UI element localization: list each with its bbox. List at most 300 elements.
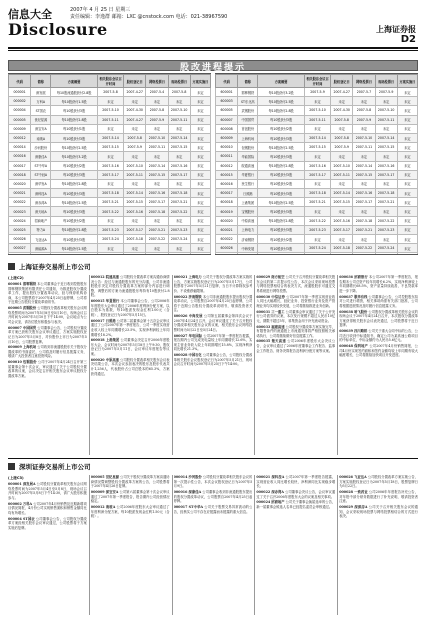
table-row [216,253,418,255]
masthead-meta [70,7,227,21]
table-cell: 未定 [124,244,146,253]
table-cell: 000018 [9,170,31,179]
table-cell: 未定 [190,161,210,170]
masthead-rule-thick [8,47,418,49]
table-cell: 2007-5-17 [146,198,168,207]
table-cell: 每10股获付3股 [258,244,304,253]
table-cell: 华夏银行 [238,170,258,179]
table-cell: 未定 [331,152,353,161]
table-cell: 每10股获付1股 [51,124,97,133]
table-row [216,235,418,244]
table-cell: 未定 [146,97,168,106]
continuation-note: (上接C2) [8,276,24,280]
table-cell: 600012 [216,161,238,170]
table-cell: 每10股获付2.8股 [51,225,97,234]
table-cell [375,253,397,255]
notice-body: 本公司董事会公告，公司2006年年度股东大会审议通过了2006年度利润分配方案，以总股本为基数，每10股派发现金红利1.00元（含税），股权登记日为2007年5月15日。 [90,299,170,317]
table-cell: 000020 [9,179,31,188]
table-cell: 2007-5-22 [375,216,397,225]
table-cell: 2007-5-9 [146,115,168,124]
table-cell: 未定 [353,124,375,133]
table-row [9,88,211,97]
table-cell: 2007-5-10 [375,106,397,115]
table-cell: 沙河股份 [31,143,51,152]
table-cell: 2007-5-14 [353,161,375,170]
table-cell: 000024 [9,216,31,225]
table-cell: 2007-4-27 [124,88,146,97]
notice-body: 公司第五届董事会第四次会议于2007年4月24日召开，会议审议通过了关于召开股权分置改革相关股东会议的议案，相关股东会议网络投票时间为5月22日至5月24日。 [173,314,253,332]
table-cell: 深发展 [31,88,51,97]
table-cell: 未定 [375,152,397,161]
notice-paragraph [174,505,253,514]
table-cell: 600015 [216,170,238,179]
notice-company: 000022 深赤湾A [256,489,284,494]
table-cell: 每10股获付2股 [258,235,304,244]
table-cell: 未定 [168,97,190,106]
table-cell: 2007-5-15 [375,143,397,152]
table-row [9,97,211,106]
table-cell: 每10股获付3.2股 [258,88,304,97]
notice-company: 000016 深康佳A [173,489,202,494]
table-header-cell: 方案概要 [258,75,304,88]
newspaper-brand: 上海证券报 [376,24,416,34]
table-cell [31,253,51,255]
table-cell: 2007-5-18 [168,189,190,198]
notice-body: 公司股权分置改革方案实施公告，方案实施股权登记日为2007年5月18日，股票复牌日为5月22日。 [339,475,418,489]
notice-paragraph [256,490,335,499]
notice-paragraph [256,275,335,293]
notice-company: 000012 南玻A [90,504,116,509]
table-row [216,152,418,161]
table-cell: 2007-5-8 [331,115,353,124]
notice-body: 公司2007年第一季度实现营业收入同比大幅增长，经纪业务、投资银行业务及资产管理业务均实现较快发展，公司将继续推进业务创新。 [256,294,336,308]
table-cell: 未定 [331,179,353,188]
text-column [91,275,170,455]
table-cell: 每10股获付2.8股 [258,216,304,225]
notice-company: 600022 济南钢铁 [173,294,202,299]
table-cell: 600003 [216,97,238,106]
notice-paragraph [339,329,418,343]
table-cell: 未定 [168,216,190,225]
notice-company: 000004 ST国农 [8,516,35,521]
reform-table-left [8,73,211,255]
column-divider [172,475,173,615]
table-cell: 未定 [190,225,210,234]
table-row [216,143,418,152]
table-cell: 未定 [353,152,375,161]
notice-paragraph [174,334,253,352]
notice-paragraph [8,306,87,324]
table-cell: 深科技A [31,189,51,198]
table-cell: 中海发展 [238,244,258,253]
table-cell: 2007-5-22 [168,207,190,216]
table-cell: 2007-5-9 [353,115,375,124]
notice-paragraph [256,475,335,489]
masthead-title-en: Disclosure [8,20,108,39]
table-row [216,198,418,207]
table-header-cell: 简称 [31,75,51,88]
notice-paragraph [339,490,418,504]
table-cell: 000012 [9,133,31,142]
table-cell: 2007-5-9 [124,143,146,152]
table-cell: 2007-5-17 [97,170,123,179]
table-cell: 未定 [190,115,210,124]
notice-company: 600039 四川路桥 [339,329,368,334]
table-cell: 每10股获付2.5股 [51,244,97,253]
table-cell: 未定 [304,179,330,188]
table-cell: 未定 [168,152,190,161]
table-row [9,198,211,207]
section-header-shenzhen [8,462,198,472]
table-cell: 未定 [124,216,146,225]
notice-company: 000029 深深房A [339,504,368,509]
table-cell: 未定 [331,207,353,216]
table-cell: 未定 [146,124,168,133]
notice-body: 公司收到非流通股股东关于股权分置改革的书面委托，公司将及时履行信息披露义务，敬请广大投资者注意投资风险。 [8,345,87,359]
table-cell: 每10股获付2.5股 [51,143,97,152]
table-cell [97,253,123,255]
notice-paragraph [256,325,335,339]
table-cell: 2007-5-14 [124,189,146,198]
notice-body: 公司关于股权分置改革方案实施的公告，方案实施股权登记日为2007年5月17日，公司股票将于2007年5月21日复牌，当日不计算除权参考价、不设涨跌幅限制。 [173,275,253,293]
table-cell: 2007-5-10 [146,133,168,142]
table-cell: 2007-5-21 [353,225,375,234]
table-cell: 未定 [331,235,353,244]
text-column [339,275,418,455]
table-cell: 2007-5-4 [146,88,168,97]
notice-body: 本公司2007年第一季度报告，报告期末公司总资产较年初增长6.2%，实现净利润较上年同期增长68.5%，资产质量持续改善，不良贷款率进一步下降。 [339,275,418,293]
table-cell: 2007-5-16 [124,207,146,216]
table-cell: 未定 [304,124,330,133]
table-cell: 未定 [397,207,417,216]
notice-paragraph [91,505,170,519]
table-cell: 2007-5-17 [353,198,375,207]
table-cell: 未定 [397,235,417,244]
table-cell: 特力A [31,225,51,234]
table-cell: 未定 [397,161,417,170]
notice-company: 000024 招商地产 [256,500,285,505]
section-title: 上海证券交易所上市公司 [19,263,91,271]
notice-company: 000002 万科A [8,501,33,506]
table-cell: 2007-5-24 [168,235,190,244]
table-row [9,106,211,115]
notice-company: 600018 上港集团 [90,338,120,343]
table-cell: 2007-5-9 [331,143,353,152]
notice-company: 600009 上海机场 [8,345,37,350]
text-column [339,475,418,615]
notice-body: 公司第二届董事会第十五次会议审议通过了公司2007年第一季度报告，公司一季度实现营业收入较上年同期增长23.5%，实现净利润较上年同期增长18.2%。 [90,318,170,337]
table-cell: 2007-5-10 [168,106,190,115]
notice-body: 公司董事会公告，公司股权分置改革方案经相关股东会议审议通过，公司股票将于方案实施后复牌。 [8,516,87,530]
notice-company: 600027 华电国际 [173,333,203,338]
notice-paragraph [339,344,418,358]
notice-paragraph [8,517,87,531]
table-cell: 每10股获付3股 [51,235,97,244]
notice-company: 600036 招商银行 [339,275,368,279]
table-cell: 2007-5-15 [146,170,168,179]
notice-body: 公司董事会公告，公司控股股东拟对公司进行增资，相关事项尚需有关部门批准，公司将根据进展情况及时履行信息披露义务。 [339,294,418,308]
table-cell: 2007-5-7 [353,88,375,97]
table-cell: 未定 [168,124,190,133]
table-cell: 2007-5-10 [331,161,353,170]
table-row [9,115,211,124]
notice-body: 公司关于董事会换届选举的公告，新一届董事会候选人名单已经提名委员会审核通过。 [256,500,336,509]
table-cell: 未定 [124,97,146,106]
table-cell: 2007-5-21 [146,225,168,234]
table-cell: ST东北高 [238,97,258,106]
notice-body: 公司第六届董事会第十次会议审议通过了2007年第一季度报告，报告期内公司经营情况稳定。 [90,489,170,504]
table-cell: 2007-5-10 [97,106,123,115]
notice-paragraph [339,505,418,519]
table-cell: 2007-5-22 [353,244,375,253]
table-cell: 2007-5-15 [97,143,123,152]
table-cell: 未定 [397,189,417,198]
table-cell: 2007-5-22 [146,235,168,244]
table-cell: 深康佳A [31,152,51,161]
table-cell: 2007-5-11 [304,115,330,124]
table-cell: 未定 [397,88,417,97]
table-cell: 2007-5-14 [168,133,190,142]
table-cell: 600005 [216,106,238,115]
column-divider [254,275,255,455]
table-cell: 2007-4-27 [331,88,353,97]
table-cell: 未定 [397,152,417,161]
table-cell: 2007-5-21 [375,198,397,207]
table-cell: 000021 [9,189,31,198]
notice-company: 000017 ST中华A [173,504,204,509]
notice-paragraph [339,310,418,328]
notice-body: 公司2007年4月份销售简报，公司4月份实现签约面积和签约金额均较上年同期有较大幅度增长，公司将继续加快项目开发进度。 [339,344,418,358]
table-cell: 2007-5-16 [146,189,168,198]
table-cell: 未定 [397,198,417,207]
notice-company: 000021 深科技A [256,475,285,479]
table-cell: 2007-5-11 [331,170,353,179]
table-cell: 未定 [397,106,417,115]
table-cell: 济南钢铁 [238,235,258,244]
table-header-cell: 现场投票日 [375,75,397,88]
table-row [216,170,418,179]
table-cell: 中原高速 [238,216,258,225]
table-cell: 每10股获付3股 [258,133,304,142]
table-cell: 2007-5-8 [168,88,190,97]
table-cell: 未定 [97,97,123,106]
table-cell: 包钢股份 [238,143,258,152]
table-cell: 600021 [216,225,238,234]
table-cell: 600011 [216,152,238,161]
table-cell: 世纪星源 [31,115,51,124]
notice-paragraph [91,275,170,298]
notice-company: 600001 邯郸钢铁 [8,282,37,286]
table-cell: 上海电力 [238,225,258,234]
table-cell: 2007-5-17 [168,170,190,179]
table-cell: 600010 [216,143,238,152]
table-cell: 未定 [190,97,210,106]
table-cell: 600019 [216,207,238,216]
notice-paragraph [8,345,87,359]
table-cell: 每10股获付2.8股 [258,106,304,115]
table-cell: 2007-5-15 [353,170,375,179]
table-cell: 2007-5-14 [97,133,123,142]
table-cell: 2007-5-24 [375,244,397,253]
table-cell: 上港集团 [238,198,258,207]
table-cell: 2007-5-14 [331,189,353,198]
table-cell: 2007-5-21 [304,198,330,207]
notice-company: 600017 日照港 [90,318,116,323]
table-cell: 未定 [190,198,210,207]
text-column [8,275,87,455]
table-row [9,216,211,225]
notice-body: 公司于2007年4月24日召开第三届董事会第十次会议，审议通过了关于公司股权分置改革的议案，会议决定召开相关股东会议审议股权分置改革方案。 [8,360,87,379]
table-cell: 2007-5-21 [168,198,190,207]
table-cell: 2007-5-16 [353,189,375,198]
table-cell [168,253,190,255]
table-cell: ST国农 [31,106,51,115]
table-cell: 未定 [397,179,417,188]
notice-body: 本公司董事会于近日收到控股股东邯郸钢铁集团有限责任公司通知，为推进股权分置改革工作，提出股权分置改革动议，经与保荐机构协商，本公司股票将于2007年4月25日起停牌，公司将于近期公告股权分置改革说明书。 [8,282,87,305]
notice-paragraph [91,299,170,317]
column-divider [89,475,90,615]
table-cell: 未定 [397,216,417,225]
table-cell: 2007-5-16 [331,216,353,225]
table-cell [51,253,97,255]
notice-company: 600038 哈飞股份 [339,309,368,314]
notice-columns-shenzhen [8,475,418,615]
table-cell: 未定 [397,133,417,142]
table-row [216,133,418,142]
table-cell: 未定 [397,244,417,253]
notice-company: 600015 华夏银行 [90,299,120,304]
table-row [9,170,211,179]
table-cell: 000026 [9,235,31,244]
table-cell: 宝钢股份 [238,207,258,216]
table-cell: 未定 [168,179,190,188]
reform-table [8,74,211,255]
table-cell: 未定 [304,97,330,106]
table-cell: 2007-5-17 [331,225,353,234]
notice-paragraph [339,275,418,293]
table-cell: 未定 [331,124,353,133]
section-marker-icon [8,463,15,470]
table-cell: 未定 [190,216,210,225]
notice-body: 公司关于召开相关股东会议的通知，会议采取现场投票与网络投票相结合的方式进行表决。 [339,504,418,519]
text-column [91,475,170,615]
notice-body: 公司股权分置改革相关股东会议网络投票时间为2007年5月8日至5月10日，现场会议召开时间为2007年5月10日下午14:00，会议地点为公司会议室，请各位股东积极参与表决。 [8,306,87,324]
reform-table-right [215,73,418,255]
table-cell: 2007-5-8 [353,106,375,115]
table-header-cell: 股权登记日 [124,75,146,88]
table-cell: 每10股获付3.2股 [51,152,97,161]
table-cell: 2007-5-18 [353,216,375,225]
table-cell: 每10股获付2股 [51,216,97,225]
table-cell: 未定 [353,235,375,244]
table-cell: 华能国际 [238,152,258,161]
table-row [9,189,211,198]
table-cell: 未定 [375,97,397,106]
table-cell: 深赤湾A [31,198,51,207]
table-cell: 每10股获付3股 [258,115,304,124]
table-header-cell: 股权登记日 [331,75,353,88]
table-cell: 每10股获付3股 [258,207,304,216]
table-cell: 深能源A [31,244,51,253]
notice-body: 公司董事会公告，公司股权分置改革相关股东会议股权登记日为2007年5月21日，现场会议召开时间为2007年5月25日下午14:00。 [173,353,253,367]
table-cell: 2007-5-8 [331,133,353,142]
table-cell: 未定 [124,152,146,161]
notice-paragraph [339,295,418,309]
table-cell: 2007-5-17 [304,170,330,179]
table-cell: 2007-5-18 [97,189,123,198]
table-cell: 600007 [216,115,238,124]
text-column [256,275,335,455]
table-row [9,161,211,170]
table-cell [9,253,31,255]
table-row [9,124,211,133]
notice-paragraph [339,475,418,489]
notice-paragraph [174,314,253,332]
table-cell: 每10股获付3股 [51,207,97,216]
notice-columns-shanghai [8,275,418,455]
notice-paragraph [8,360,87,378]
notice-company: 600012 皖通高速 [90,275,119,279]
section-title: 深圳证券交易所上市公司 [19,463,91,471]
table-cell: 600008 [216,124,238,133]
table-cell: 2007-5-10 [304,106,330,115]
table-cell: 未定 [375,179,397,188]
table-row [9,244,211,253]
masthead-date: 2007年 4 月 25 日 星期三 [70,7,131,13]
table-cell: 2007-5-16 [97,161,123,170]
text-column [8,475,87,615]
notice-paragraph [174,353,253,367]
table-header-cell: 相关股东会议召开时间 [304,75,330,88]
table-cell: 南玻A [31,133,51,142]
notice-company: 600035 楚天高速 [256,339,286,344]
notice-company: 600026 中海发展 [173,314,203,319]
notice-body: 公司股权分置改革相关股东会议表决结果公告，本次会议参加表决的股东及股东代表共计1,256人，代表股份占公司总股本的65.3%，方案获得通过。 [90,357,170,376]
table-header-cell: 方案实施日 [190,75,210,88]
notice-company: 600028 中国石化 [173,353,202,358]
table-cell: 民生银行 [238,179,258,188]
table-header-cell: 相关股东会议召开时间 [97,75,123,88]
table-cell: 2007-5-22 [304,216,330,225]
section-header-shanghai [8,262,198,272]
notice-paragraph [256,310,335,324]
table-cell: 未定 [97,244,123,253]
table-cell: 2007-5-11 [168,115,190,124]
table-cell: 600026 [216,244,238,253]
table-cell: 未定 [97,179,123,188]
table-cell: 未定 [397,225,417,234]
table-cell: 中国国贸 [238,115,258,124]
table-cell: 600017 [216,189,238,198]
reform-table [215,74,418,255]
table-cell: 每10股获付3股 [258,189,304,198]
table-cell: 每10股流通股获付2.8股 [51,88,97,97]
table-cell: 邯郸钢铁 [238,88,258,97]
table-row [9,143,211,152]
column-divider [337,475,338,615]
notice-body: 公司2006年度股东大会决议公告，会议审议通过了2006年度董事会工作报告、监事会工作报告、财务决算报告及利润分配方案等议案。 [256,339,336,353]
notice-body: 公司2007年第一季度报告披露，报告期内公司完成发电量较上年同期增长12.6%，实现主营业务收入较上年同期增长15.8%，实现净利润同比增长21.3%。 [173,333,253,352]
notice-company: 600029 南方航空 [256,275,285,279]
table-cell: 000016 [9,152,31,161]
table-cell: 000027 [9,244,31,253]
table-row [216,189,418,198]
table-cell: 未定 [397,124,417,133]
table-row [216,161,418,170]
table-cell: 2007-5-17 [375,170,397,179]
notice-body: 公司2007年第一季度报告披露，实现营业收入同比增长较快，净利润同比实现稳步增长。 [256,475,336,489]
notice-body: 公司董事会收到非流通股股东提出的股权分置改革动议，公司股票自2007年4月25日起停牌。 [173,489,253,504]
